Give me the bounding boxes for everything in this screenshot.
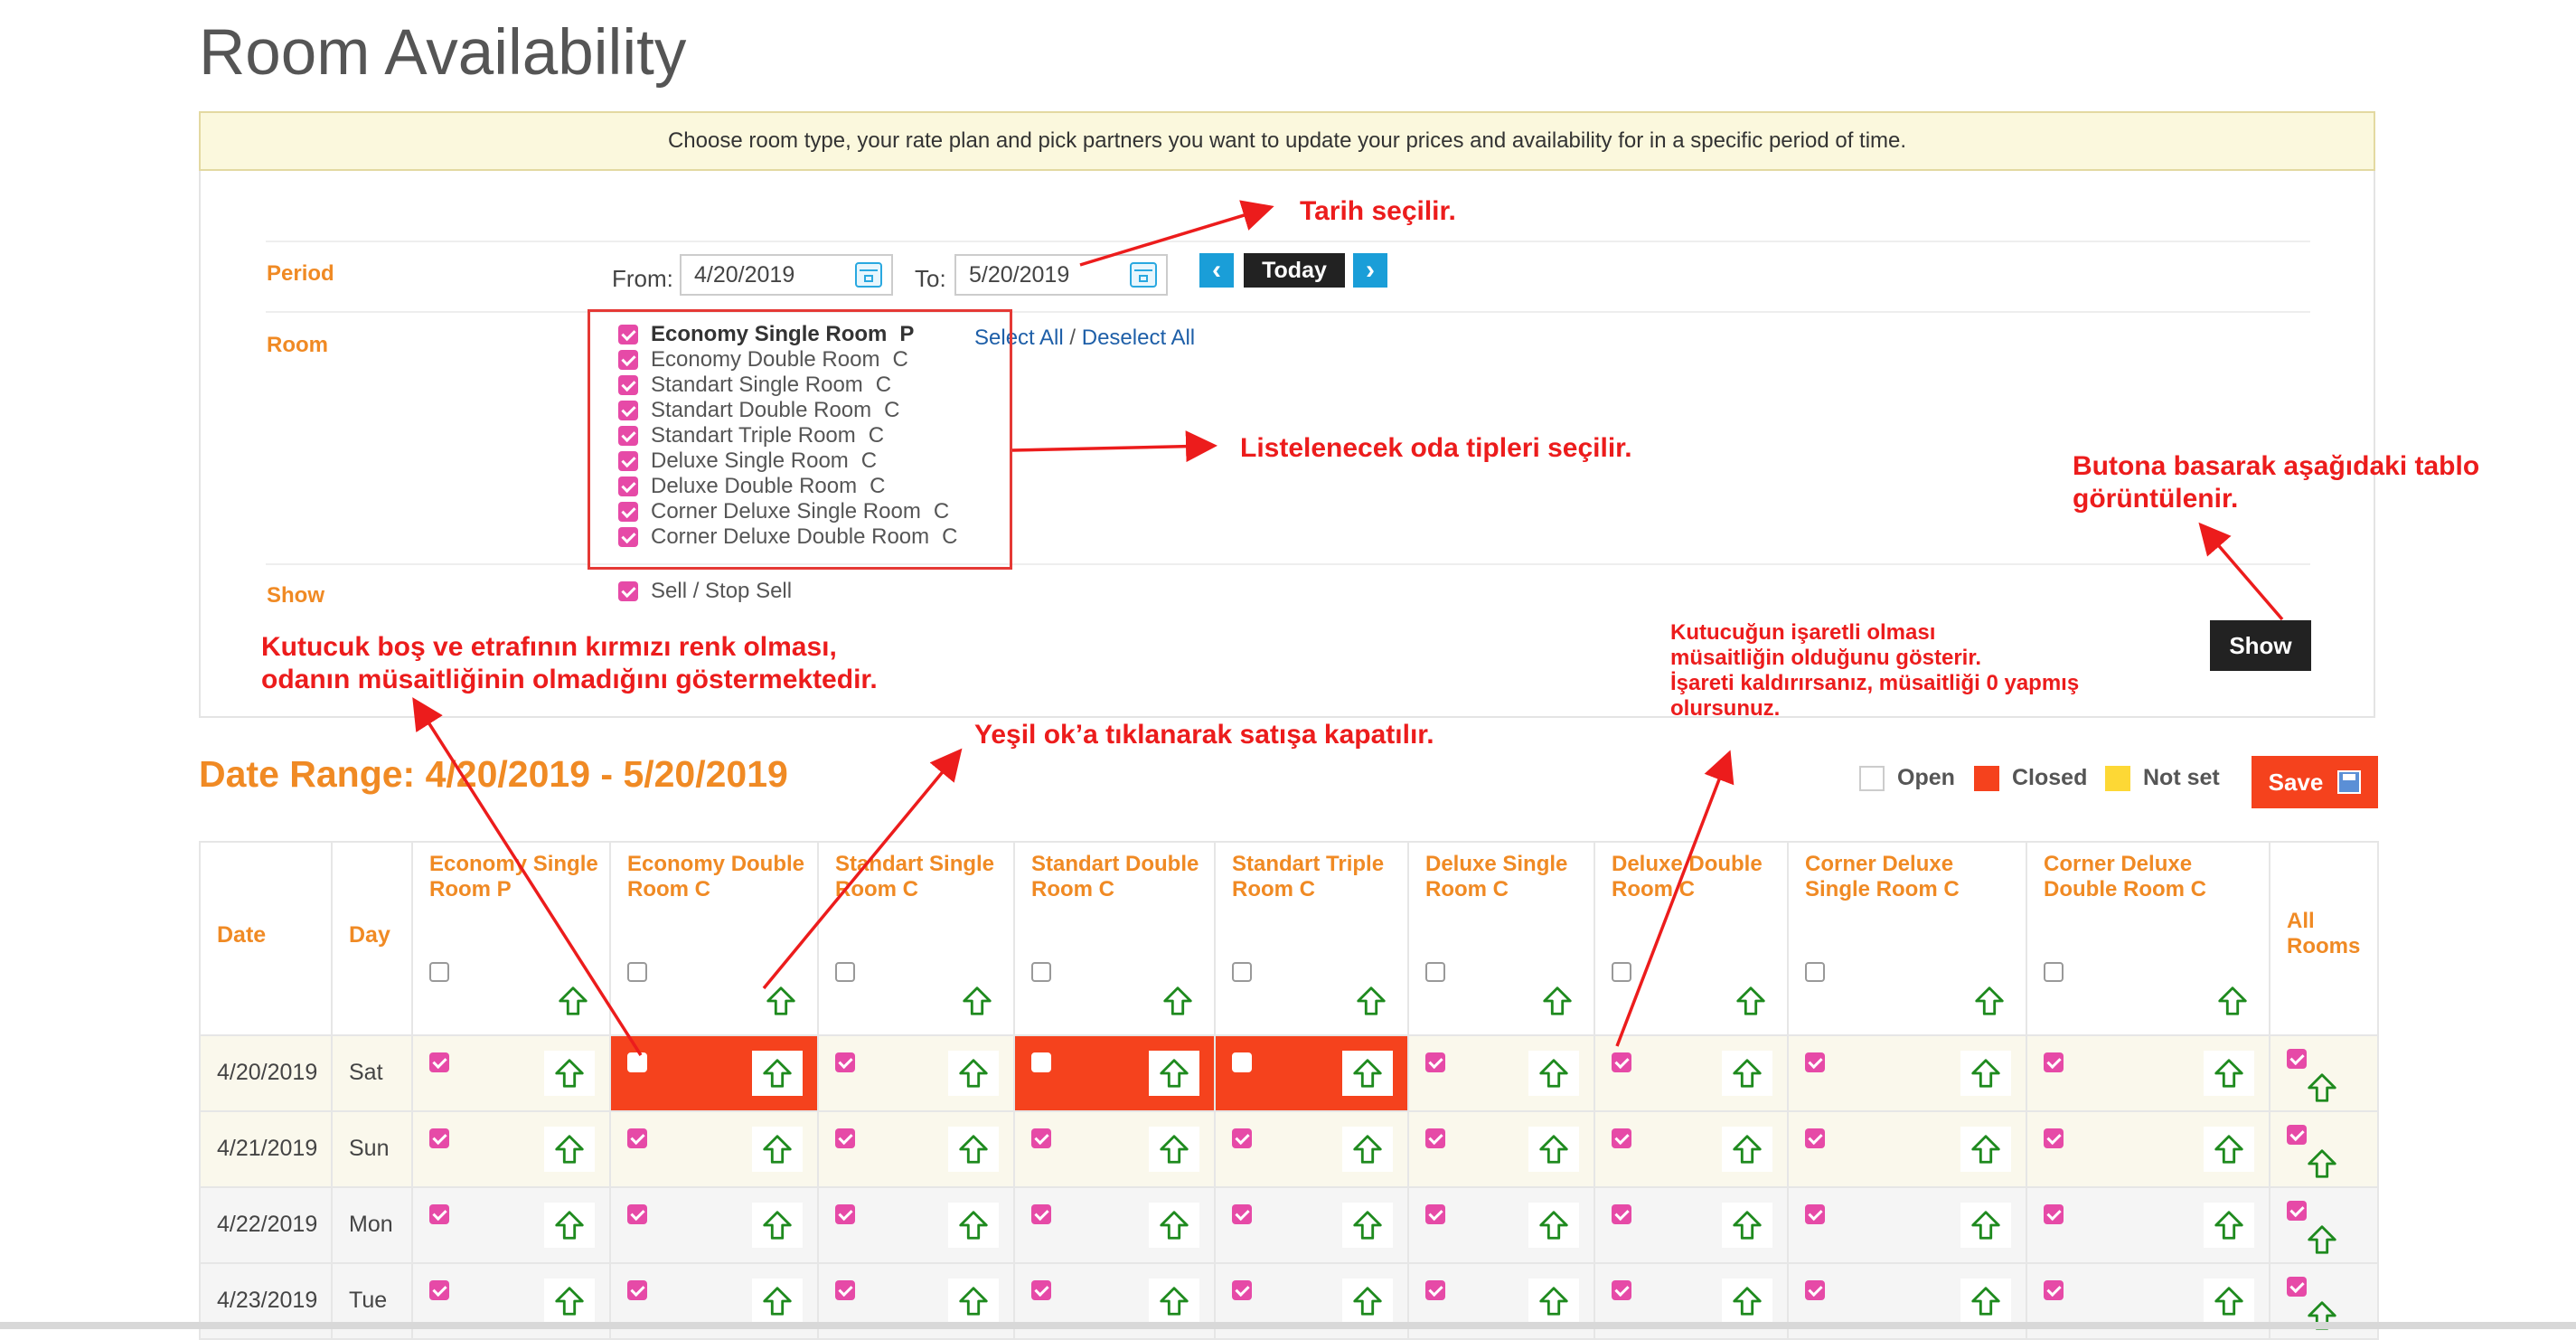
availability-cell bbox=[1215, 1187, 1408, 1263]
room-column-header: Deluxe Single Room C bbox=[1408, 842, 1594, 1035]
availability-cell bbox=[1788, 1035, 2026, 1111]
availability-cell bbox=[818, 1111, 1014, 1187]
all-rooms-checkbox[interactable] bbox=[2287, 1201, 2307, 1221]
room-option[interactable]: Economy Single Room P bbox=[618, 322, 958, 347]
up-arrow-icon bbox=[1730, 1208, 1764, 1242]
up-arrow-icon bbox=[764, 984, 798, 1018]
availability-cell bbox=[1014, 1111, 1215, 1187]
show-label: Show bbox=[267, 583, 324, 608]
up-arrow-icon bbox=[2305, 1071, 2339, 1105]
up-arrow-icon bbox=[1972, 984, 2007, 1018]
up-arrow-icon bbox=[1157, 1208, 1191, 1242]
up-arrow-icon bbox=[2212, 1284, 2246, 1318]
up-arrow-icon bbox=[1537, 1056, 1571, 1090]
column-checkbox[interactable] bbox=[1031, 962, 1051, 982]
up-arrow-icon bbox=[1969, 1056, 2003, 1090]
annotation-date: Tarih seçilir. bbox=[1300, 196, 1456, 226]
column-close-sale-button[interactable] bbox=[548, 978, 598, 1024]
legend-closed: Closed bbox=[1974, 765, 2087, 791]
availability-cell bbox=[610, 1035, 818, 1111]
date-cell: 4/21/2019 bbox=[200, 1111, 332, 1187]
close-sale-button[interactable] bbox=[544, 1127, 595, 1172]
close-sale-button[interactable] bbox=[2204, 1279, 2254, 1324]
show-option-label: Sell / Stop Sell bbox=[651, 579, 793, 603]
availability-checkbox[interactable] bbox=[1425, 1204, 1445, 1224]
annotation-show: Butona basarak aşağıdaki tablo görüntülenir. bbox=[2073, 451, 2480, 514]
room-column-header: Corner Deluxe Single Room C bbox=[1788, 842, 2026, 1035]
up-arrow-icon bbox=[552, 1132, 587, 1166]
availability-checkbox[interactable] bbox=[627, 1204, 647, 1224]
room-option[interactable]: Corner Deluxe Single Room C bbox=[618, 499, 958, 524]
availability-checkbox[interactable] bbox=[1805, 1052, 1825, 1072]
availability-table bbox=[199, 841, 2379, 1340]
availability-cell bbox=[412, 1035, 610, 1111]
availability-checkbox[interactable] bbox=[1232, 1280, 1252, 1300]
close-sale-button[interactable] bbox=[1528, 1203, 1579, 1248]
column-checkbox[interactable] bbox=[627, 962, 647, 982]
availability-checkbox[interactable] bbox=[429, 1204, 449, 1224]
all-rooms-cell bbox=[2270, 1187, 2378, 1263]
close-sale-button[interactable] bbox=[1960, 1127, 2011, 1172]
close-sale-button[interactable] bbox=[1528, 1051, 1579, 1096]
up-arrow-icon bbox=[1730, 1284, 1764, 1318]
page-title: Room Availability bbox=[199, 17, 687, 89]
chevron-left-icon: ‹ bbox=[1212, 255, 1221, 285]
to-label: To: bbox=[915, 265, 946, 292]
close-sale-button[interactable] bbox=[1342, 1279, 1393, 1324]
close-sale-button[interactable] bbox=[948, 1051, 999, 1096]
date-column-header: Date bbox=[200, 842, 332, 1035]
up-arrow-icon bbox=[552, 1208, 587, 1242]
not-set-swatch bbox=[2105, 766, 2130, 791]
up-arrow-icon bbox=[552, 1284, 587, 1318]
column-close-sale-button[interactable] bbox=[2207, 978, 2258, 1024]
up-arrow-icon bbox=[1969, 1208, 2003, 1242]
availability-cell bbox=[412, 1187, 610, 1263]
availability-checkbox[interactable] bbox=[429, 1280, 449, 1300]
page-bottom-edge bbox=[0, 1322, 2576, 1329]
up-arrow-icon bbox=[2305, 1147, 2339, 1181]
availability-cell bbox=[1594, 1187, 1788, 1263]
column-close-sale-button[interactable] bbox=[1152, 978, 1203, 1024]
availability-checkbox[interactable] bbox=[1031, 1204, 1051, 1224]
up-arrow-icon bbox=[760, 1132, 794, 1166]
annotation-arrow: Yeşil ok’a tıklanarak satışa kapatılır. bbox=[974, 720, 1434, 750]
deselect-all-link[interactable]: Deselect All bbox=[1081, 326, 1196, 350]
up-arrow-icon bbox=[956, 1132, 991, 1166]
up-arrow-icon bbox=[1157, 1056, 1191, 1090]
close-sale-button[interactable] bbox=[2204, 1203, 2254, 1248]
up-arrow-icon bbox=[760, 1208, 794, 1242]
availability-cell bbox=[1594, 1035, 1788, 1111]
close-sale-button[interactable] bbox=[2204, 1051, 2254, 1096]
column-close-sale-button[interactable] bbox=[1725, 978, 1776, 1024]
availability-checkbox[interactable] bbox=[1425, 1128, 1445, 1148]
up-arrow-icon bbox=[1157, 1132, 1191, 1166]
table-row bbox=[200, 1111, 2378, 1187]
divider bbox=[266, 311, 2310, 313]
availability-checkbox[interactable] bbox=[1232, 1128, 1252, 1148]
all-rooms-checkbox[interactable] bbox=[2287, 1277, 2307, 1297]
room-column-header: Standart Single Room C bbox=[818, 842, 1014, 1035]
to-date-value: 5/20/2019 bbox=[969, 261, 1070, 288]
column-close-sale-button[interactable] bbox=[952, 978, 1002, 1024]
calendar-icon[interactable] bbox=[1130, 262, 1157, 288]
up-arrow-icon bbox=[1537, 1132, 1571, 1166]
table-row bbox=[200, 1035, 2378, 1111]
up-arrow-icon bbox=[1350, 1132, 1385, 1166]
availability-checkbox[interactable] bbox=[1612, 1204, 1631, 1224]
availability-checkbox[interactable] bbox=[1425, 1052, 1445, 1072]
instructions-banner: Choose room type, your rate plan and pick partners you want to update your prices and availability for in a specific period of time. bbox=[199, 111, 2375, 171]
availability-checkbox[interactable] bbox=[627, 1128, 647, 1148]
today-button[interactable]: Today bbox=[1244, 253, 1345, 288]
availability-checkbox[interactable] bbox=[627, 1052, 647, 1072]
close-sale-button[interactable] bbox=[2204, 1127, 2254, 1172]
show-option[interactable] bbox=[618, 579, 792, 604]
up-arrow-icon bbox=[2212, 1208, 2246, 1242]
room-column-header: Standart Triple Room C bbox=[1215, 842, 1408, 1035]
availability-checkbox[interactable] bbox=[1612, 1128, 1631, 1148]
availability-checkbox[interactable] bbox=[2044, 1204, 2064, 1224]
column-close-sale-button[interactable] bbox=[1532, 978, 1583, 1024]
close-sale-button[interactable] bbox=[948, 1127, 999, 1172]
up-arrow-icon bbox=[2305, 1222, 2339, 1257]
availability-checkbox[interactable] bbox=[1232, 1204, 1252, 1224]
up-arrow-icon bbox=[1537, 1284, 1571, 1318]
availability-checkbox[interactable] bbox=[1805, 1204, 1825, 1224]
close-sale-button[interactable] bbox=[1960, 1279, 2011, 1324]
availability-checkbox[interactable] bbox=[1232, 1052, 1252, 1072]
room-option[interactable]: Economy Double Room C bbox=[618, 347, 958, 373]
day-cell: Tue bbox=[332, 1263, 412, 1339]
availability-cell bbox=[1014, 1187, 1215, 1263]
previous-period-button[interactable] bbox=[1199, 253, 1234, 288]
close-sale-button[interactable] bbox=[1722, 1279, 1772, 1324]
up-arrow-icon bbox=[1730, 1056, 1764, 1090]
availability-cell bbox=[1408, 1187, 1594, 1263]
availability-checkbox[interactable] bbox=[835, 1052, 855, 1072]
close-sale-button[interactable] bbox=[1342, 1051, 1393, 1096]
room-list-highlight bbox=[588, 309, 1012, 570]
availability-checkbox[interactable] bbox=[1805, 1280, 1825, 1300]
date-range-title: Date Range: 4/20/2019 - 5/20/2019 bbox=[199, 753, 788, 795]
up-arrow-icon bbox=[1157, 1284, 1191, 1318]
legend-open: Open bbox=[1859, 765, 1955, 791]
availability-checkbox[interactable] bbox=[2044, 1052, 2064, 1072]
all-rooms-cell bbox=[2270, 1035, 2378, 1111]
room-label: Room bbox=[267, 333, 328, 357]
availability-checkbox[interactable] bbox=[1031, 1052, 1051, 1072]
divider bbox=[266, 563, 2310, 565]
close-sale-button[interactable] bbox=[1149, 1279, 1199, 1324]
column-checkbox[interactable] bbox=[2044, 962, 2064, 982]
up-arrow-icon bbox=[760, 1284, 794, 1318]
up-arrow-icon bbox=[556, 984, 590, 1018]
close-sale-button[interactable] bbox=[1342, 1203, 1393, 1248]
room-column-header: Economy Double Room C bbox=[610, 842, 818, 1035]
date-cell: 4/20/2019 bbox=[200, 1035, 332, 1111]
select-all-link[interactable]: Select All bbox=[974, 326, 1064, 350]
show-button[interactable]: Show bbox=[2210, 620, 2311, 671]
up-arrow-icon bbox=[1350, 1056, 1385, 1090]
up-arrow-icon bbox=[956, 1208, 991, 1242]
close-sale-button[interactable] bbox=[544, 1203, 595, 1248]
period-label: Period bbox=[267, 261, 334, 286]
up-arrow-icon bbox=[960, 984, 994, 1018]
availability-checkbox[interactable] bbox=[627, 1280, 647, 1300]
up-arrow-icon bbox=[956, 1284, 991, 1318]
up-arrow-icon bbox=[1730, 1132, 1764, 1166]
up-arrow-icon bbox=[1350, 1284, 1385, 1318]
availability-cell bbox=[1408, 1111, 1594, 1187]
close-sale-button[interactable] bbox=[1149, 1127, 1199, 1172]
up-arrow-icon bbox=[1969, 1132, 2003, 1166]
up-arrow-icon bbox=[1161, 984, 1195, 1018]
availability-cell bbox=[1215, 1111, 1408, 1187]
calendar-icon[interactable] bbox=[855, 262, 882, 288]
all-rooms-checkbox[interactable] bbox=[2287, 1049, 2307, 1069]
availability-cell bbox=[1014, 1035, 1215, 1111]
close-sale-button[interactable] bbox=[752, 1203, 803, 1248]
column-close-sale-button[interactable] bbox=[1964, 978, 2015, 1024]
availability-checkbox[interactable] bbox=[2044, 1280, 2064, 1300]
next-period-button[interactable] bbox=[1353, 253, 1387, 288]
close-all-sale-button[interactable] bbox=[2305, 1298, 2341, 1335]
to-date-input[interactable] bbox=[954, 254, 1168, 296]
availability-cell bbox=[2026, 1187, 2270, 1263]
open-swatch bbox=[1859, 766, 1885, 791]
up-arrow-icon bbox=[1354, 984, 1388, 1018]
availability-cell bbox=[818, 1187, 1014, 1263]
day-cell: Mon bbox=[332, 1187, 412, 1263]
availability-cell bbox=[610, 1187, 818, 1263]
room-column-header: Economy Single Room P bbox=[412, 842, 610, 1035]
availability-cell bbox=[2026, 1111, 2270, 1187]
all-rooms-column-header: All Rooms bbox=[2270, 842, 2378, 1035]
column-close-sale-button[interactable] bbox=[756, 978, 806, 1024]
from-label: From: bbox=[612, 265, 673, 292]
column-close-sale-button[interactable] bbox=[1346, 978, 1396, 1024]
availability-cell bbox=[2026, 1035, 2270, 1111]
annotation-rooms: Listelenecek oda tipleri seçilir. bbox=[1240, 433, 1632, 463]
room-column-header: Deluxe Double Room C bbox=[1594, 842, 1788, 1035]
up-arrow-icon bbox=[2212, 1056, 2246, 1090]
availability-checkbox[interactable] bbox=[1031, 1128, 1051, 1148]
up-arrow-icon bbox=[1734, 984, 1768, 1018]
from-date-input[interactable] bbox=[680, 254, 893, 296]
column-checkbox[interactable] bbox=[1805, 962, 1825, 982]
close-sale-button[interactable] bbox=[544, 1279, 595, 1324]
day-cell: Sun bbox=[332, 1111, 412, 1187]
availability-cell bbox=[818, 1035, 1014, 1111]
column-checkbox[interactable] bbox=[1425, 962, 1445, 982]
date-cell: 4/22/2019 bbox=[200, 1187, 332, 1263]
floppy-disk-icon bbox=[2337, 770, 2361, 794]
all-rooms-cell bbox=[2270, 1111, 2378, 1187]
availability-checkbox[interactable] bbox=[1805, 1128, 1825, 1148]
close-all-sale-button[interactable] bbox=[2305, 1147, 2341, 1183]
table-row bbox=[200, 1187, 2378, 1263]
link-separator: / bbox=[1063, 326, 1082, 350]
close-sale-button[interactable] bbox=[752, 1051, 803, 1096]
close-sale-button[interactable] bbox=[544, 1051, 595, 1096]
availability-cell bbox=[610, 1111, 818, 1187]
room-option[interactable]: Standart Double Room C bbox=[618, 398, 958, 423]
annotation-closed: Kutucuk boş ve etrafının kırmızı renk olması, odanın müsaitliğinin olmadığını göstermektedir. bbox=[261, 632, 878, 694]
save-button[interactable]: Save bbox=[2252, 756, 2378, 808]
availability-cell bbox=[1788, 1187, 2026, 1263]
availability-checkbox[interactable] bbox=[429, 1128, 449, 1148]
availability-cell bbox=[1408, 1035, 1594, 1111]
close-sale-button[interactable] bbox=[1149, 1203, 1199, 1248]
availability-cell bbox=[1215, 1035, 1408, 1111]
up-arrow-icon bbox=[1969, 1284, 2003, 1318]
column-checkbox[interactable] bbox=[1232, 962, 1252, 982]
close-sale-button[interactable] bbox=[1149, 1051, 1199, 1096]
up-arrow-icon bbox=[2215, 984, 2250, 1018]
close-sale-button[interactable] bbox=[1528, 1279, 1579, 1324]
availability-cell bbox=[1594, 1111, 1788, 1187]
divider bbox=[266, 241, 2310, 242]
up-arrow-icon bbox=[760, 1056, 794, 1090]
close-all-sale-button[interactable] bbox=[2305, 1071, 2341, 1107]
checkbox[interactable] bbox=[618, 581, 638, 601]
close-sale-button[interactable] bbox=[1722, 1051, 1772, 1096]
column-checkbox[interactable] bbox=[1612, 962, 1631, 982]
table-header bbox=[200, 842, 2378, 1035]
room-option[interactable]: Deluxe Single Room C bbox=[618, 448, 958, 474]
availability-checkbox[interactable] bbox=[835, 1280, 855, 1300]
availability-cell bbox=[1788, 1111, 2026, 1187]
availability-checkbox[interactable] bbox=[835, 1128, 855, 1148]
availability-checkbox[interactable] bbox=[1612, 1280, 1631, 1300]
up-arrow-icon bbox=[2212, 1132, 2246, 1166]
up-arrow-icon bbox=[1537, 1208, 1571, 1242]
availability-checkbox[interactable] bbox=[429, 1052, 449, 1072]
column-checkbox[interactable] bbox=[835, 962, 855, 982]
up-arrow-icon bbox=[1350, 1208, 1385, 1242]
room-option[interactable]: Deluxe Double Room C bbox=[618, 474, 958, 499]
date-cell: 4/23/2019 bbox=[200, 1263, 332, 1339]
up-arrow-icon bbox=[1540, 984, 1575, 1018]
availability-checkbox[interactable] bbox=[1612, 1052, 1631, 1072]
day-cell: Sat bbox=[332, 1035, 412, 1111]
close-sale-button[interactable] bbox=[1960, 1203, 2011, 1248]
availability-checkbox[interactable] bbox=[1425, 1280, 1445, 1300]
all-rooms-checkbox[interactable] bbox=[2287, 1125, 2307, 1145]
close-sale-button[interactable] bbox=[1722, 1127, 1772, 1172]
chevron-right-icon: › bbox=[1366, 255, 1375, 285]
availability-checkbox[interactable] bbox=[1031, 1280, 1051, 1300]
closed-swatch bbox=[1974, 766, 1999, 791]
availability-checkbox[interactable] bbox=[2044, 1128, 2064, 1148]
close-sale-button[interactable] bbox=[1960, 1051, 2011, 1096]
close-sale-button[interactable] bbox=[1528, 1127, 1579, 1172]
room-column-header: Corner Deluxe Double Room C bbox=[2026, 842, 2270, 1035]
close-sale-button[interactable] bbox=[1342, 1127, 1393, 1172]
up-arrow-icon bbox=[956, 1056, 991, 1090]
close-sale-button[interactable] bbox=[1722, 1203, 1772, 1248]
close-sale-button[interactable] bbox=[948, 1203, 999, 1248]
column-checkbox[interactable] bbox=[429, 962, 449, 982]
availability-cell bbox=[412, 1111, 610, 1187]
close-sale-button[interactable] bbox=[948, 1279, 999, 1324]
day-column-header: Day bbox=[332, 842, 412, 1035]
room-column-header: Standart Double Room C bbox=[1014, 842, 1215, 1035]
up-arrow-icon bbox=[552, 1056, 587, 1090]
from-date-value: 4/20/2019 bbox=[694, 261, 795, 288]
close-all-sale-button[interactable] bbox=[2305, 1222, 2341, 1259]
legend-not-set: Not set bbox=[2105, 765, 2220, 791]
annotation-checkbox: Kutucuğun işaretli olması müsaitliğin olduğunu gösterir. İşareti kaldırırsanız, müsaitliği 0 yapmış olursunuz. bbox=[1670, 620, 2080, 721]
close-sale-button[interactable] bbox=[752, 1127, 803, 1172]
room-option[interactable]: Standart Triple Room C bbox=[618, 423, 958, 448]
room-option[interactable]: Corner Deluxe Double Room C bbox=[618, 524, 958, 550]
availability-checkbox[interactable] bbox=[835, 1204, 855, 1224]
close-sale-button[interactable] bbox=[752, 1279, 803, 1324]
room-option[interactable]: Standart Single Room C bbox=[618, 373, 958, 398]
